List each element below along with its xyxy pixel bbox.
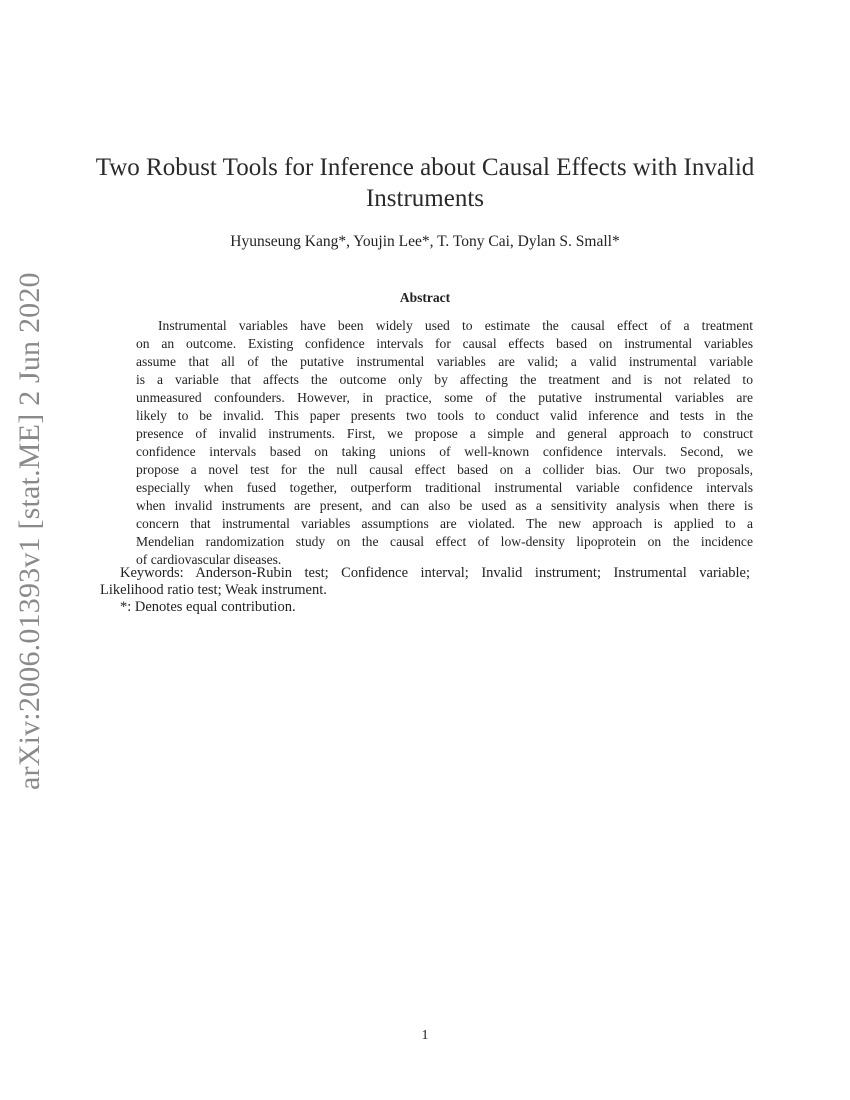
author-list: Hyunseung Kang*, Youjin Lee*, T. Tony Cai, Dylan S. Small* [230, 233, 620, 250]
abstract-line: presence of invalid instruments. First, we propose a simple and general approach to construct [136, 426, 753, 441]
abstract-line: Mendelian randomization study on the causal effect of low-density lipoprotein on the incidence [136, 534, 753, 549]
keywords-line: Likelihood ratio test; Weak instrument. [100, 582, 327, 598]
abstract-heading: Abstract [399, 290, 451, 305]
page-number: 1 [421, 1028, 429, 1043]
abstract-line: assume that all of the putative instrumental variables are valid; a valid instrumental variable [136, 354, 753, 369]
paper-title [60, 152, 790, 214]
abstract-line: unmeasured confounders. However, in practice, some of the putative instrumental variables are [136, 390, 753, 405]
arxiv-identifier-stamp: arXiv:2006.01393v1 [stat.ME] 2 Jun 2020 [13, 272, 46, 790]
equal-contribution-note: *: Denotes equal contribution. [120, 599, 296, 615]
abstract-line: propose a novel test for the null causal effect based on a collider bias. Our two proposals, [136, 462, 753, 477]
abstract-line: Instrumental variables have been widely used to estimate the causal effect of a treatment [158, 318, 753, 333]
keywords-section [100, 565, 750, 616]
title-line: Two Robust Tools for Inference about Causal Effects with Invalid [95, 154, 755, 181]
title-line: Instruments [365, 185, 485, 212]
abstract-line: concern that instrumental variables assumptions are violated. The new approach is applied to a [136, 516, 753, 531]
keywords-line: Keywords: Anderson-Rubin test; Confidence interval; Invalid instrument; Instrumental variable; [120, 565, 750, 581]
abstract-body [136, 317, 753, 569]
abstract-line: likely to be invalid. This paper presents two tools to conduct valid inference and tests in the [136, 408, 753, 423]
abstract-line: especially when fused together, outperform traditional instrumental variable confidence intervals [136, 480, 753, 495]
abstract-line: of cardiovascular diseases. [136, 552, 282, 567]
abstract-line: confidence intervals based on taking unions of well-known confidence intervals. Second, we [136, 444, 753, 459]
abstract-line: on an outcome. Existing confidence intervals for causal effects based on instrumental variables [136, 336, 753, 351]
abstract-line: when invalid instruments are present, and can also be used as a sensitivity analysis when there is [136, 498, 753, 513]
abstract-line: is a variable that affects the outcome only by affecting the treatment and is not related to [136, 372, 753, 387]
